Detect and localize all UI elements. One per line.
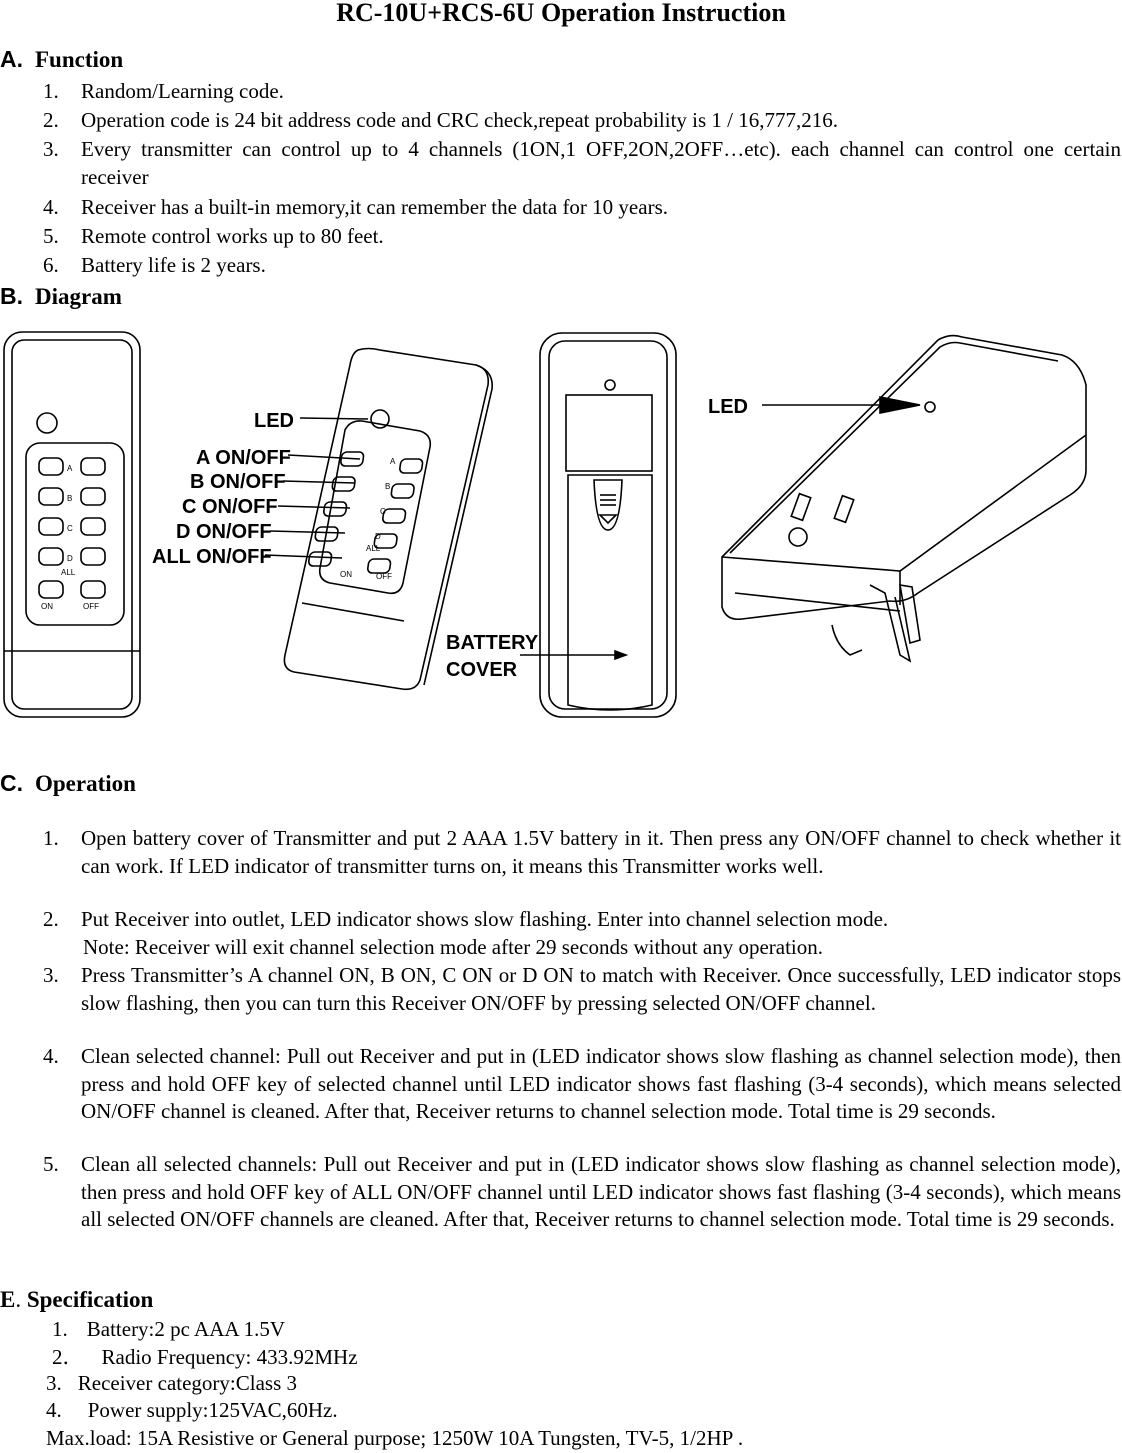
screw-icon: [605, 380, 615, 390]
receiver-plug: [708, 336, 1086, 661]
item-text: Remote control works up to 80 feet.: [81, 224, 384, 248]
list-item: [43, 136, 1121, 191]
item-number: 1.: [43, 826, 59, 850]
item-text: Clean selected channel: Pull out Receiver and put in (LED indicator shows slow flashing as channel selection mode), then press and hold OFF key of selected channel until LED indicator shows fast flashing (3-4 seconds), which means selected ON/OFF channel is cleaned. After that, Receiver returns to channel selection mode. Total time is 29 seconds.: [81, 1044, 1121, 1123]
list-item: [43, 825, 1121, 880]
section-heading-function: [0, 46, 123, 73]
section-letter: B.: [0, 283, 23, 309]
item-number: 5.: [43, 1152, 59, 1176]
remote-back-view: [540, 333, 676, 717]
diagram-label-b: B ON/OFF: [190, 471, 286, 493]
button-label: A: [67, 464, 73, 473]
list-item: [43, 194, 1121, 222]
section-letter-dot: .: [15, 1287, 22, 1312]
item-number: 1.: [43, 79, 59, 103]
diagram-label-battery: BATTERY: [446, 632, 539, 654]
button-label: ON: [340, 570, 352, 579]
item-text: Open battery cover of Transmitter and put 2 AAA 1.5V battery in it. Then press any ON/OFF channel to check whether it can work. If LED indicator of transmitter turns on, it means this Transmitter works well.: [81, 826, 1121, 878]
item-number: 3.: [46, 1371, 62, 1395]
list-item: [43, 107, 1121, 135]
section-title: Function: [35, 47, 124, 72]
list-item: [43, 962, 1121, 1017]
diagram-label-c: C ON/OFF: [182, 496, 278, 518]
diagram-label-d: D ON/OFF: [176, 521, 272, 543]
item-number: 3.: [43, 963, 59, 987]
spec-maxload: Max.load: 15A Resistive or General purpose; 1250W 10A Tungsten, TV-5, 1/2HP .: [46, 1426, 744, 1450]
diagram-label-a: A ON/OFF: [196, 447, 291, 469]
button-label: C: [67, 524, 73, 533]
section-heading-specification: [0, 1287, 153, 1313]
item-text: Press Transmitter’s A channel ON, B ON, C ON or D ON to match with Receiver. Once successfully, LED indicator stops slow flashing, then you can turn this Receiver ON/OFF by pressing selected ON/OFF channel.: [81, 963, 1121, 1015]
section-title: Diagram: [35, 284, 122, 309]
item-text: Battery life is 2 years.: [81, 253, 266, 277]
item-number: 3.: [43, 137, 59, 161]
button-label: B: [385, 482, 391, 491]
spec-item: [46, 1370, 297, 1397]
section-title: Specification: [26, 1287, 154, 1312]
remote-angled-view: [152, 349, 626, 690]
item-number: 4.: [43, 1044, 59, 1068]
led-icon: [925, 402, 935, 412]
item-text: Every transmitter can control up to 4 channels (1ON,1 OFF,2ON,2OFF…etc). each channel can control one certain receiver: [81, 137, 1121, 189]
button-label: C: [380, 507, 386, 516]
item-text: Random/Learning code.: [81, 79, 284, 103]
list-item: [43, 78, 1121, 106]
led-icon: [37, 413, 57, 433]
spec-item: [52, 1344, 358, 1371]
item-text: Put Receiver into outlet, LED indicator shows slow flashing. Enter into channel selection mode.: [81, 907, 889, 931]
section-heading-operation: [0, 770, 136, 797]
item-text: Radio Frequency: 433.92MHz: [101, 1345, 358, 1369]
section-letter: C.: [0, 770, 23, 796]
item-text: Operation code is 24 bit address code and CRC check,repeat probability is 1 / 16,777,216.: [81, 108, 838, 132]
item-number: 6.: [43, 253, 59, 277]
item-text: Power supply:125VAC,60Hz.: [87, 1398, 338, 1422]
operation-note: Note: Receiver will exit channel selection mode after 29 seconds without any operation.: [83, 935, 824, 959]
led-icon: [371, 410, 389, 428]
spec-item: [46, 1397, 338, 1424]
button-label: D: [67, 554, 73, 563]
item-number: 2.: [43, 907, 59, 931]
button-label: B: [67, 494, 73, 503]
diagram-label-all: ALL ON/OFF: [152, 546, 272, 568]
list-item: [43, 252, 1121, 280]
ground-hole-icon: [789, 528, 807, 546]
remote-front-view: [4, 332, 140, 717]
item-text: Receiver category:Class 3: [77, 1371, 297, 1395]
diagram-label-cover: COVER: [446, 659, 518, 681]
section-letter: A.: [0, 46, 23, 72]
button-label: A: [390, 457, 396, 466]
item-number: 2．: [52, 1345, 84, 1369]
button-label: ALL: [366, 544, 381, 553]
list-item: [43, 223, 1121, 251]
list-item: [43, 906, 1121, 934]
button-label: OFF: [376, 572, 392, 581]
diagram-label-led: LED: [254, 410, 294, 432]
list-item: [43, 1151, 1121, 1234]
button-label: D: [375, 532, 381, 541]
product-diagram: [0, 325, 1122, 725]
item-number: 2.: [43, 108, 59, 132]
list-item: [43, 1043, 1121, 1126]
button-label: ON: [41, 602, 53, 611]
item-text: Clean all selected channels: Pull out Receiver and put in (LED indicator shows slow flashing as channel selection mode), then press and hold OFF key of ALL ON/OFF channel until LED indicator shows fast flashing (3-4 seconds), which means all selected ON/OFF channels are cleaned. After that, Receiver returns to channel selection mode. Total time is 29 seconds.: [81, 1152, 1121, 1231]
diagram-label-led-receiver: LED: [708, 396, 748, 418]
item-number: 5.: [43, 224, 59, 248]
button-label: ALL: [61, 568, 76, 577]
item-number: 4.: [43, 195, 59, 219]
page-title: RC-10U+RCS-6U Operation Instruction: [336, 0, 786, 27]
section-title: Operation: [35, 771, 136, 796]
button-label: OFF: [83, 602, 99, 611]
item-number: 4.: [46, 1398, 62, 1422]
section-heading-diagram: [0, 283, 122, 310]
item-text: Receiver has a built-in memory,it can remember the data for 10 years.: [81, 195, 668, 219]
item-text: Battery:2 pc AAA 1.5V: [86, 1317, 286, 1341]
item-number: 1.: [52, 1317, 68, 1341]
section-letter: E: [0, 1287, 16, 1312]
spec-item: [52, 1316, 285, 1343]
